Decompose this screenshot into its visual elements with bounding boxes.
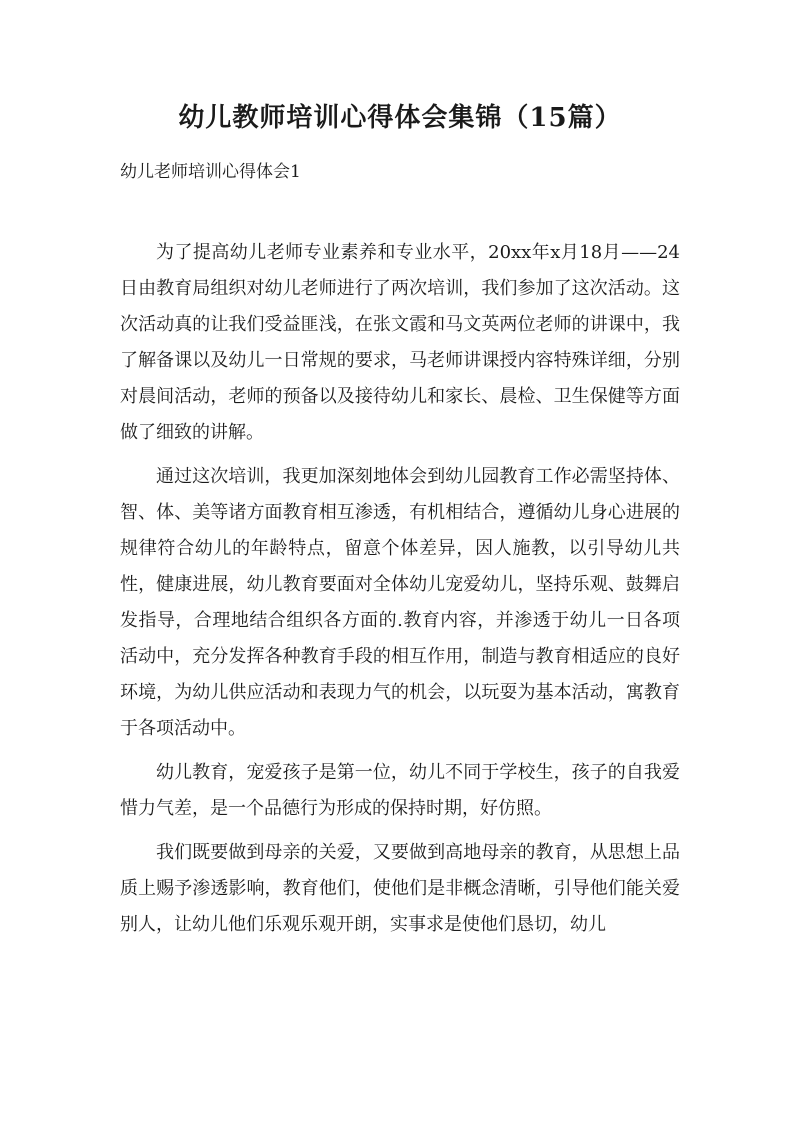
paragraph-3: 幼儿教育，宠爱孩子是第一位，幼儿不同于学校生，孩子的自我爱惜力气差，是一个品德行为形成的保持时期，好仿照。 [120,762,680,819]
section-heading: 幼儿老师培训心得体会1 [120,162,301,182]
paragraph-2: 通过这次培训，我更加深刻地体会到幼儿园教育工作必需坚持体、智、体、美等诸方面教育相互渗透，有机相结合，遵循幼儿身心进展的规律符合幼儿的年龄特点，留意个体差异，因人施教，以引导幼儿共性，健康进展，幼儿教育要面对全体幼儿宠爱幼儿，坚持乐观、鼓舞启发指导，合理地结合组织各方面的.教育内容，并渗透于幼儿一日各项活动中，充分发挥各种教育手段的相互作用，制造与教育相适应的良好环境，为幼儿供应活动和表现力气的机会，以玩耍为基本活动，寓教育于各项活动中。 [120,466,680,739]
document-title: 幼儿教师培训心得体会集锦（15篇） [178,103,622,133]
paragraph-1: 为了提高幼儿老师专业素养和专业水平，20xx年x月18月——24日由教育局组织对幼儿老师进行了两次培训，我们参加了这次活动。这次活动真的让我们受益匪浅，在张文霞和马文英两位老师的讲课中，我了解备课以及幼儿一日常规的要求，马老师讲课授内容特殊详细，分别对晨间活动，老师的预备以及接待幼儿和家长、晨检、卫生保健等方面做了细致的讲解。 [120,242,680,443]
paragraph-4: 我们既要做到母亲的关爱，又要做到高地母亲的教育，从思想上品质上赐予渗透影响，教育他们，使他们是非概念清晰，引导他们能关爱别人，让幼儿他们乐观乐观开朗，实事求是使他们恳切，幼儿 [120,842,680,935]
body-text [120,235,680,951]
